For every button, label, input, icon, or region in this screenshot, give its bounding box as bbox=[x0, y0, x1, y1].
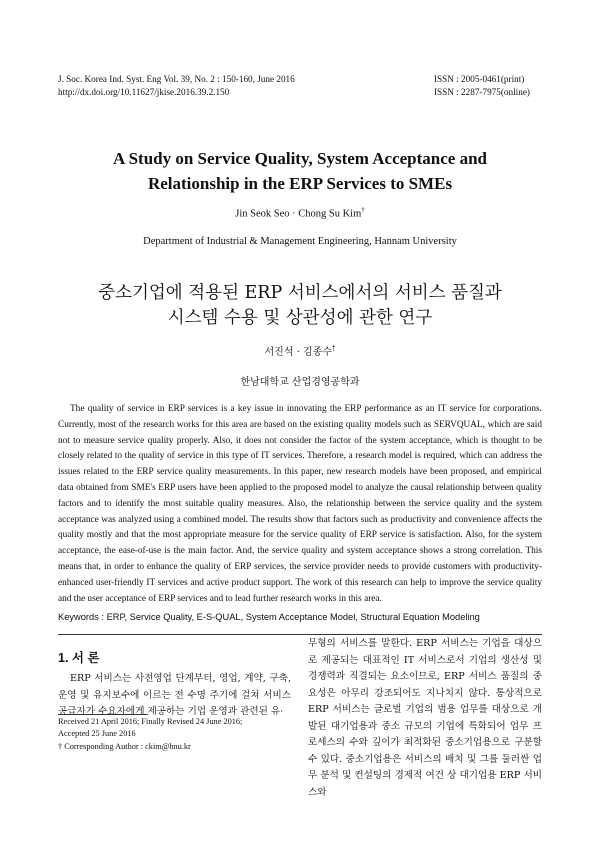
corresponding-mark-ko: † bbox=[332, 344, 336, 353]
received-date: Received 21 April 2016; Finally Revised 24 June 2016; bbox=[58, 717, 243, 726]
title-ko-line-1: 중소기업에 적용된 ERP 서비스에서의 서비스 품질과 bbox=[98, 283, 502, 303]
issn-block bbox=[434, 73, 530, 98]
paper-title-english bbox=[0, 146, 600, 196]
keywords bbox=[58, 612, 542, 622]
title-en-line-2: Relationship in the ERP Services to SMEs bbox=[147, 174, 453, 193]
journal-header bbox=[58, 73, 295, 98]
section-divider bbox=[58, 634, 542, 635]
authors-korean bbox=[0, 343, 600, 358]
doi-link[interactable]: http://dx.doi.org/10.11627/jkise.2016.39.2.150 bbox=[58, 86, 230, 97]
title-ko-line-2: 시스템 수용 및 상관성에 관한 연구 bbox=[167, 308, 433, 328]
body-text-left-column: ERP 서비스는 사전영업 단계부터, 영업, 계약, 구축, 운영 및 유지보수에 이르는 전 수명 주기에 걸쳐 서비스 공급자가 수요자에게 제공하는 기업 운영과 관련된 유· bbox=[58, 673, 291, 717]
keywords-list: : ERP, Service Quality, E-S-QUAL, System Acceptance Model, Structural Equation Modeling bbox=[101, 612, 480, 622]
body-text-right-column: 무형의 서비스를 말한다. ERP 서비스는 기업을 대상으로 제공되는 대표적인 IT 서비스로서 기업의 생산성 및 경쟁력과 직결되는 요소이므로, ERP 서비스 품질의 중요성은 아무리 강조되어도 지나치지 않다. 통상적으로 ERP 서비스는 글로벌 기업의 범용 업무를 대상으로 개발된 대기업용과 중소 규모의 기업에 특화되어 업무 프로세스의 수와 깊이가 최적화된 중소기업용으로 구분할 수 있다. 중소기업용은 서비스의 배치 및 그를 둘러싼 업무 분석 및 컨설팅의 경제적 여건 상 대기업용 ERP 서비스와 bbox=[308, 638, 542, 798]
issn-online: ISSN : 2287-7975(online) bbox=[434, 86, 530, 97]
journal-citation: J. Soc. Korea Ind. Syst. Eng Vol. 39, No. 2 : 150-160, June 2016 bbox=[58, 74, 295, 84]
accepted-date: Accepted 25 June 2016 bbox=[58, 729, 136, 739]
department-korean: 한남대학교 산업경영공학과 bbox=[240, 377, 360, 388]
department-english: Department of Industrial & Management Engineering, Hannam University bbox=[143, 236, 457, 247]
authors-english bbox=[0, 206, 600, 220]
corresponding-mark-en: † bbox=[361, 206, 365, 214]
author-names-en: Jin Seok Seo · Chong Su Kim bbox=[235, 208, 362, 220]
abstract: The quality of service in ERP services is a key issue in innovating the ERP performance as an IT service for corporations. Currently, most of the research works for this area are based on the existing quality models such as SERVQUAL, which are said not to measure service quality properly. Also, it does not consider the factor of the system acceptance, which is thought to be closely related to the quality of service in this type of IT services. Therefore, a research model is required, which can address the issues related to the ERP service quality measurements. In this paper, new research models have been proposed, and empirical data obtained from SME's ERP users have been applied to the proposed model to analyze the causal relationship between quality factors and to identify the most suitable quality measures. Also, the relationship between the service quality and the system acceptance was analyzed using a combined model. The results show that factors such as productivity and convenience affects the quality mostly and that the most appropriate measure for the service quality of ERP service is satisfaction. Also, for the system acceptance, the ease-of-use is the main factor. And, the service quality and system acceptance shows a strong correlation. This means that, in order to enhance the quality of ERP services, the service provider needs to provide customers with productivity-enhanced user-friendly IT services and active product support. The work of this research can help to improve the service quality and the user acceptance of ERP services and to lead further research works in this area. bbox=[58, 404, 542, 604]
footnote bbox=[58, 716, 291, 753]
title-en-line-1: A Study on Service Quality, System Acceptance and bbox=[112, 149, 487, 168]
keywords-label: Keywords bbox=[58, 612, 99, 622]
footnote-divider bbox=[58, 714, 148, 715]
author-names-ko: 서진석 · 김종수 bbox=[264, 347, 332, 358]
issn-print: ISSN : 2005-0461(print) bbox=[434, 74, 525, 84]
paper-title-korean bbox=[0, 281, 600, 331]
corresponding-author: † Corresponding Author : ckim@hnu.kr bbox=[58, 741, 191, 751]
section-heading-introduction: 1. 서 론 bbox=[58, 651, 100, 665]
